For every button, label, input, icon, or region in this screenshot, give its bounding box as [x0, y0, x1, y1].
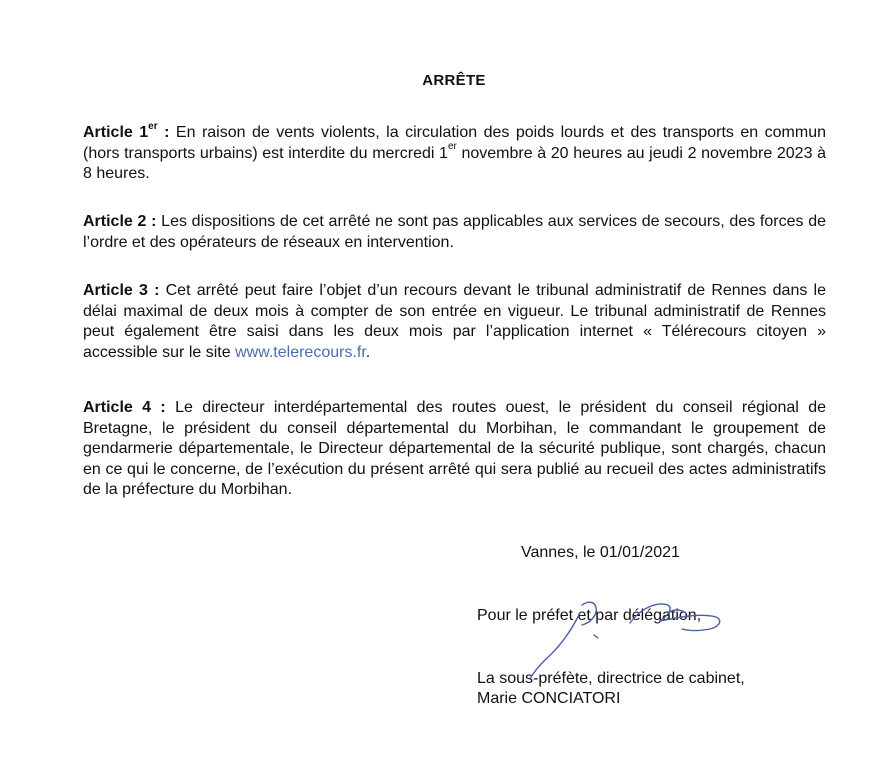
article-4-text: Le directeur interdépartemental des routes ouest, le président du conseil régional de Bretagne, le président du conseil départemental du Morbihan, le commandant le groupement de gendarmerie départementale, le Directeur départemental de la sécurité publique, sont chargés, chacun en ce qui le concerne, de l’exécution du présent arrêté qui sera publié au recueil des actes administratifs de la préfecture du Morbihan.: [83, 399, 826, 498]
article-4: [83, 398, 826, 501]
document-title: ARRÊTE: [422, 72, 486, 89]
article-1: [83, 120, 826, 185]
article-4-label: Article 4 :: [83, 399, 166, 416]
article-3-label: Article 3 :: [83, 282, 160, 299]
article-1-text-end: novembre à 20 heures au jeudi 2 novembre 2023 à 8 heures.: [83, 144, 826, 182]
article-1-label: Article 1er :: [83, 120, 170, 141]
signatory-name: Marie CONCIATORI: [477, 690, 621, 707]
article-2-label: Article 2 :: [83, 213, 157, 230]
article-1-text: En raison de vents violents, la circulation des poids lourds et des transports en commun (hors transports urbains) est interdite du mercredi 1: [83, 124, 826, 162]
handwritten-signature: [510, 595, 740, 685]
signatory-role: La sous-préfète, directrice de cabinet,: [477, 670, 745, 687]
article-2: [83, 212, 826, 253]
article-2-text: Les dispositions de cet arrêté ne sont pas applicables aux services de secours, des forces de l’ordre et des opérateurs de réseaux en intervention.: [83, 213, 826, 251]
article-3-text: Cet arrêté peut faire l’objet d’un recours devant le tribunal administratif de Rennes dans le délai maximal de deux mois à compter de son entrée en vigueur. Le tribunal administratif de Rennes peut également être saisi dans les deux mois par l’application internet « Télérecours citoyen » accessible sur le site: [83, 282, 827, 361]
delegation-line: Pour le préfet et par délégation,: [477, 607, 702, 624]
article-1-text-sup: er: [447, 141, 457, 153]
article-3: [83, 281, 826, 363]
place-date: Vannes, le 01/01/2021: [521, 544, 680, 561]
telerecours-link[interactable]: www.telerecours.fr: [235, 343, 366, 361]
article-3-text-end: .: [365, 343, 371, 361]
